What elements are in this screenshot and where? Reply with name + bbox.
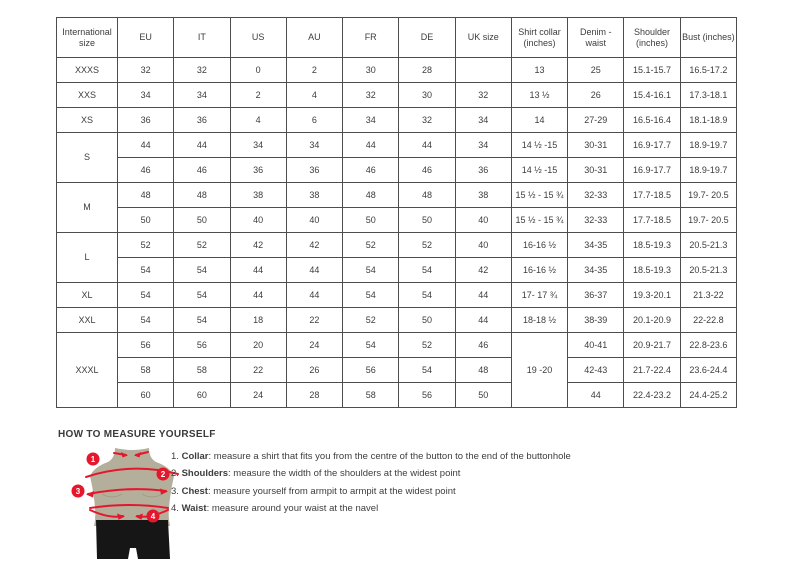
table-cell: 50 xyxy=(399,208,455,233)
size-label-cell: XS xyxy=(57,108,118,133)
table-cell: 34 xyxy=(455,133,511,158)
table-cell: 60 xyxy=(174,383,230,408)
table-cell: 44 xyxy=(174,133,230,158)
table-cell: 36 xyxy=(174,108,230,133)
table-cell: 18 xyxy=(230,308,286,333)
table-cell: 17.3-18.1 xyxy=(680,83,736,108)
table-cell: 48 xyxy=(399,183,455,208)
table-cell: 52 xyxy=(343,308,399,333)
table-cell: 34 xyxy=(455,108,511,133)
table-cell: 15.1-15.7 xyxy=(624,58,680,83)
table-cell: 26 xyxy=(286,358,342,383)
size-label-cell: XL xyxy=(57,283,118,308)
table-cell: 17- 17 ¾ xyxy=(511,283,567,308)
table-cell: 18-18 ½ xyxy=(511,308,567,333)
table-cell xyxy=(455,58,511,83)
size-label-cell: L xyxy=(57,233,118,283)
table-cell: 24 xyxy=(230,383,286,408)
size-label-cell: XXS xyxy=(57,83,118,108)
table-cell: 30-31 xyxy=(568,158,624,183)
table-cell: 54 xyxy=(174,308,230,333)
table-cell: 32-33 xyxy=(568,183,624,208)
table-row xyxy=(57,108,737,133)
table-cell: 28 xyxy=(399,58,455,83)
table-cell: 19.7- 20.5 xyxy=(680,208,736,233)
table-cell: 2 xyxy=(230,83,286,108)
table-cell: 2 xyxy=(286,58,342,83)
table-cell: 15 ½ - 15 ¾ xyxy=(511,183,567,208)
table-cell: 0 xyxy=(230,58,286,83)
table-cell: 20.9-21.7 xyxy=(624,333,680,358)
table-cell: 34 xyxy=(174,83,230,108)
table-cell: 40 xyxy=(286,208,342,233)
table-cell: 54 xyxy=(399,283,455,308)
table-cell: 54 xyxy=(343,283,399,308)
size-label-cell: XXXS xyxy=(57,58,118,83)
table-row xyxy=(57,133,737,158)
table-cell: 44 xyxy=(455,308,511,333)
table-cell: 32 xyxy=(343,83,399,108)
table-cell: 27-29 xyxy=(568,108,624,133)
instruction-text: : measure around your waist at the navel xyxy=(206,503,379,515)
table-cell: 44 xyxy=(230,258,286,283)
table-cell: 42 xyxy=(230,233,286,258)
table-cell: 25 xyxy=(568,58,624,83)
table-cell: 52 xyxy=(118,233,174,258)
size-label-cell: XXL xyxy=(57,308,118,333)
table-cell: 36-37 xyxy=(568,283,624,308)
table-cell: 40-41 xyxy=(568,333,624,358)
table-cell: 16-16 ½ xyxy=(511,258,567,283)
table-row xyxy=(57,283,737,308)
marker-1-number: 1 xyxy=(90,455,96,464)
table-cell: 20.5-21.3 xyxy=(680,258,736,283)
table-cell: 32-33 xyxy=(568,208,624,233)
column-header: Bust (inches) xyxy=(680,18,736,58)
table-cell: 23.6-24.4 xyxy=(680,358,736,383)
table-cell: 58 xyxy=(174,358,230,383)
table-cell: 17.7-18.5 xyxy=(624,183,680,208)
table-cell: 50 xyxy=(343,208,399,233)
table-cell: 19.3-20.1 xyxy=(624,283,680,308)
table-cell: 40 xyxy=(455,233,511,258)
table-cell: 34 xyxy=(230,133,286,158)
table-cell: 4 xyxy=(230,108,286,133)
table-cell: 16-16 ½ xyxy=(511,233,567,258)
table-cell: 58 xyxy=(343,383,399,408)
instruction-number: 3. xyxy=(171,485,179,497)
table-cell: 54 xyxy=(343,258,399,283)
measure-instructions-list xyxy=(171,451,651,521)
table-row xyxy=(57,58,737,83)
table-cell: 54 xyxy=(118,283,174,308)
table-cell: 52 xyxy=(399,233,455,258)
table-cell: 4 xyxy=(286,83,342,108)
size-chart-container xyxy=(56,17,737,408)
table-cell: 36 xyxy=(455,158,511,183)
table-cell: 36 xyxy=(230,158,286,183)
measure-section-heading: HOW TO MEASURE YOURSELF xyxy=(58,429,216,440)
table-cell: 42 xyxy=(455,258,511,283)
table-cell: 13 ½ xyxy=(511,83,567,108)
table-cell: 54 xyxy=(118,258,174,283)
table-cell: 22-22.8 xyxy=(680,308,736,333)
chest-arrowhead-left xyxy=(86,491,94,498)
table-cell: 44 xyxy=(455,283,511,308)
table-cell: 21.7-22.4 xyxy=(624,358,680,383)
column-header: EU xyxy=(118,18,174,58)
table-cell: 18.5-19.3 xyxy=(624,258,680,283)
table-cell: 32 xyxy=(399,108,455,133)
table-cell: 50 xyxy=(174,208,230,233)
instruction-term: Collar xyxy=(181,451,209,462)
table-row xyxy=(57,308,737,333)
table-cell: 44 xyxy=(286,283,342,308)
table-cell: 42-43 xyxy=(568,358,624,383)
instruction-text: : measure yourself from armpit to armpit at the widest point xyxy=(207,485,456,497)
table-cell: 24.4-25.2 xyxy=(680,383,736,408)
table-cell: 48 xyxy=(455,358,511,383)
table-cell: 22 xyxy=(230,358,286,383)
instruction-chest xyxy=(171,486,651,498)
table-cell: 54 xyxy=(118,308,174,333)
marker-2-number: 2 xyxy=(160,470,166,479)
size-chart-table xyxy=(56,17,737,408)
column-header: IT xyxy=(174,18,230,58)
table-cell: 38 xyxy=(455,183,511,208)
table-cell: 46 xyxy=(343,158,399,183)
table-cell: 38 xyxy=(286,183,342,208)
table-row xyxy=(57,83,737,108)
table-cell: 48 xyxy=(343,183,399,208)
table-cell: 15.4-16.1 xyxy=(624,83,680,108)
table-cell: 17.7-18.5 xyxy=(624,208,680,233)
table-cell: 32 xyxy=(118,58,174,83)
table-cell: 16.5-17.2 xyxy=(680,58,736,83)
table-cell: 16.9-17.7 xyxy=(624,158,680,183)
column-header: Shoulder (inches) xyxy=(624,18,680,58)
column-header: FR xyxy=(343,18,399,58)
table-cell: 46 xyxy=(455,333,511,358)
table-row xyxy=(57,358,737,383)
table-cell: 14 xyxy=(511,108,567,133)
table-cell: 32 xyxy=(174,58,230,83)
instruction-shoulders xyxy=(171,468,651,480)
table-cell: 38-39 xyxy=(568,308,624,333)
instruction-waist xyxy=(171,503,651,515)
table-cell: 60 xyxy=(118,383,174,408)
size-label-cell: M xyxy=(57,183,118,233)
instruction-term: Waist xyxy=(181,503,207,515)
table-cell: 18.5-19.3 xyxy=(624,233,680,258)
table-cell: 20.5-21.3 xyxy=(680,233,736,258)
instruction-term: Shoulders xyxy=(181,468,229,480)
table-cell: 52 xyxy=(174,233,230,258)
table-cell: 46 xyxy=(174,158,230,183)
table-cell: 58 xyxy=(118,358,174,383)
table-cell: 44 xyxy=(343,133,399,158)
table-cell: 14 ½ -15 xyxy=(511,158,567,183)
table-cell: 44 xyxy=(399,133,455,158)
table-cell: 18.9-19.7 xyxy=(680,133,736,158)
marker-4-number: 4 xyxy=(150,512,156,521)
table-cell: 44 xyxy=(118,133,174,158)
size-label-cell: S xyxy=(57,133,118,183)
table-cell: 44 xyxy=(286,258,342,283)
table-cell: 50 xyxy=(399,308,455,333)
table-cell: 54 xyxy=(399,258,455,283)
instruction-text: : measure a shirt that fits you from the centre of the button to the end of the buttonhole xyxy=(208,451,571,462)
table-cell: 46 xyxy=(399,158,455,183)
table-cell: 38 xyxy=(230,183,286,208)
table-cell: 16.9-17.7 xyxy=(624,133,680,158)
table-cell: 36 xyxy=(118,108,174,133)
column-header: DE xyxy=(399,18,455,58)
table-row xyxy=(57,158,737,183)
table-cell: 32 xyxy=(455,83,511,108)
table-cell: 13 xyxy=(511,58,567,83)
table-cell: 24 xyxy=(286,333,342,358)
table-cell: 54 xyxy=(343,333,399,358)
table-cell: 56 xyxy=(399,383,455,408)
table-cell: 22.4-23.2 xyxy=(624,383,680,408)
table-cell: 16.5-16.4 xyxy=(624,108,680,133)
column-header: US xyxy=(230,18,286,58)
table-cell: 20.1-20.9 xyxy=(624,308,680,333)
table-cell: 30 xyxy=(343,58,399,83)
instruction-number: 1. xyxy=(171,451,179,462)
instruction-number: 4. xyxy=(171,503,179,515)
mannequin-shorts-shape xyxy=(96,520,170,559)
table-cell: 56 xyxy=(343,358,399,383)
column-header: International size xyxy=(57,18,118,58)
table-cell: 54 xyxy=(399,358,455,383)
table-cell: 40 xyxy=(455,208,511,233)
table-row xyxy=(57,258,737,283)
table-cell: 36 xyxy=(286,158,342,183)
table-cell: 22 xyxy=(286,308,342,333)
table-cell: 40 xyxy=(230,208,286,233)
table-cell: 56 xyxy=(174,333,230,358)
column-header: Shirt collar (inches) xyxy=(511,18,567,58)
table-cell: 44 xyxy=(230,283,286,308)
table-cell: 50 xyxy=(455,383,511,408)
table-cell: 26 xyxy=(568,83,624,108)
column-header: Denim - waist xyxy=(568,18,624,58)
table-cell: 52 xyxy=(399,333,455,358)
table-cell: 34 xyxy=(343,108,399,133)
table-cell: 56 xyxy=(118,333,174,358)
instruction-text: : measure the width of the shoulders at the widest point xyxy=(228,468,461,480)
table-row xyxy=(57,383,737,408)
table-cell: 30-31 xyxy=(568,133,624,158)
table-cell: 48 xyxy=(118,183,174,208)
table-row xyxy=(57,208,737,233)
table-cell: 42 xyxy=(286,233,342,258)
table-cell: 34 xyxy=(118,83,174,108)
column-header: AU xyxy=(286,18,342,58)
table-cell: 34-35 xyxy=(568,233,624,258)
instruction-term: Chest xyxy=(181,485,208,497)
table-cell: 34-35 xyxy=(568,258,624,283)
table-cell: 19 -20 xyxy=(511,333,567,408)
table-row xyxy=(57,233,737,258)
table-cell: 44 xyxy=(568,383,624,408)
table-cell: 28 xyxy=(286,383,342,408)
table-cell: 20 xyxy=(230,333,286,358)
table-cell: 6 xyxy=(286,108,342,133)
table-cell: 15 ½ - 15 ¾ xyxy=(511,208,567,233)
table-cell: 54 xyxy=(174,283,230,308)
table-cell: 18.9-19.7 xyxy=(680,158,736,183)
table-row xyxy=(57,333,737,358)
column-header: UK size xyxy=(455,18,511,58)
table-cell: 34 xyxy=(286,133,342,158)
marker-3-number: 3 xyxy=(75,487,81,496)
table-cell: 46 xyxy=(118,158,174,183)
table-cell: 14 ½ -15 xyxy=(511,133,567,158)
table-cell: 50 xyxy=(118,208,174,233)
size-label-cell: XXXL xyxy=(57,333,118,408)
table-cell: 48 xyxy=(174,183,230,208)
instruction-collar xyxy=(171,451,651,463)
table-cell: 18.1-18.9 xyxy=(680,108,736,133)
instruction-number: 2. xyxy=(171,468,179,480)
table-cell: 22.8-23.6 xyxy=(680,333,736,358)
table-cell: 54 xyxy=(174,258,230,283)
table-row xyxy=(57,183,737,208)
table-cell: 21.3-22 xyxy=(680,283,736,308)
table-cell: 19.7- 20.5 xyxy=(680,183,736,208)
table-cell: 52 xyxy=(343,233,399,258)
table-cell: 30 xyxy=(399,83,455,108)
